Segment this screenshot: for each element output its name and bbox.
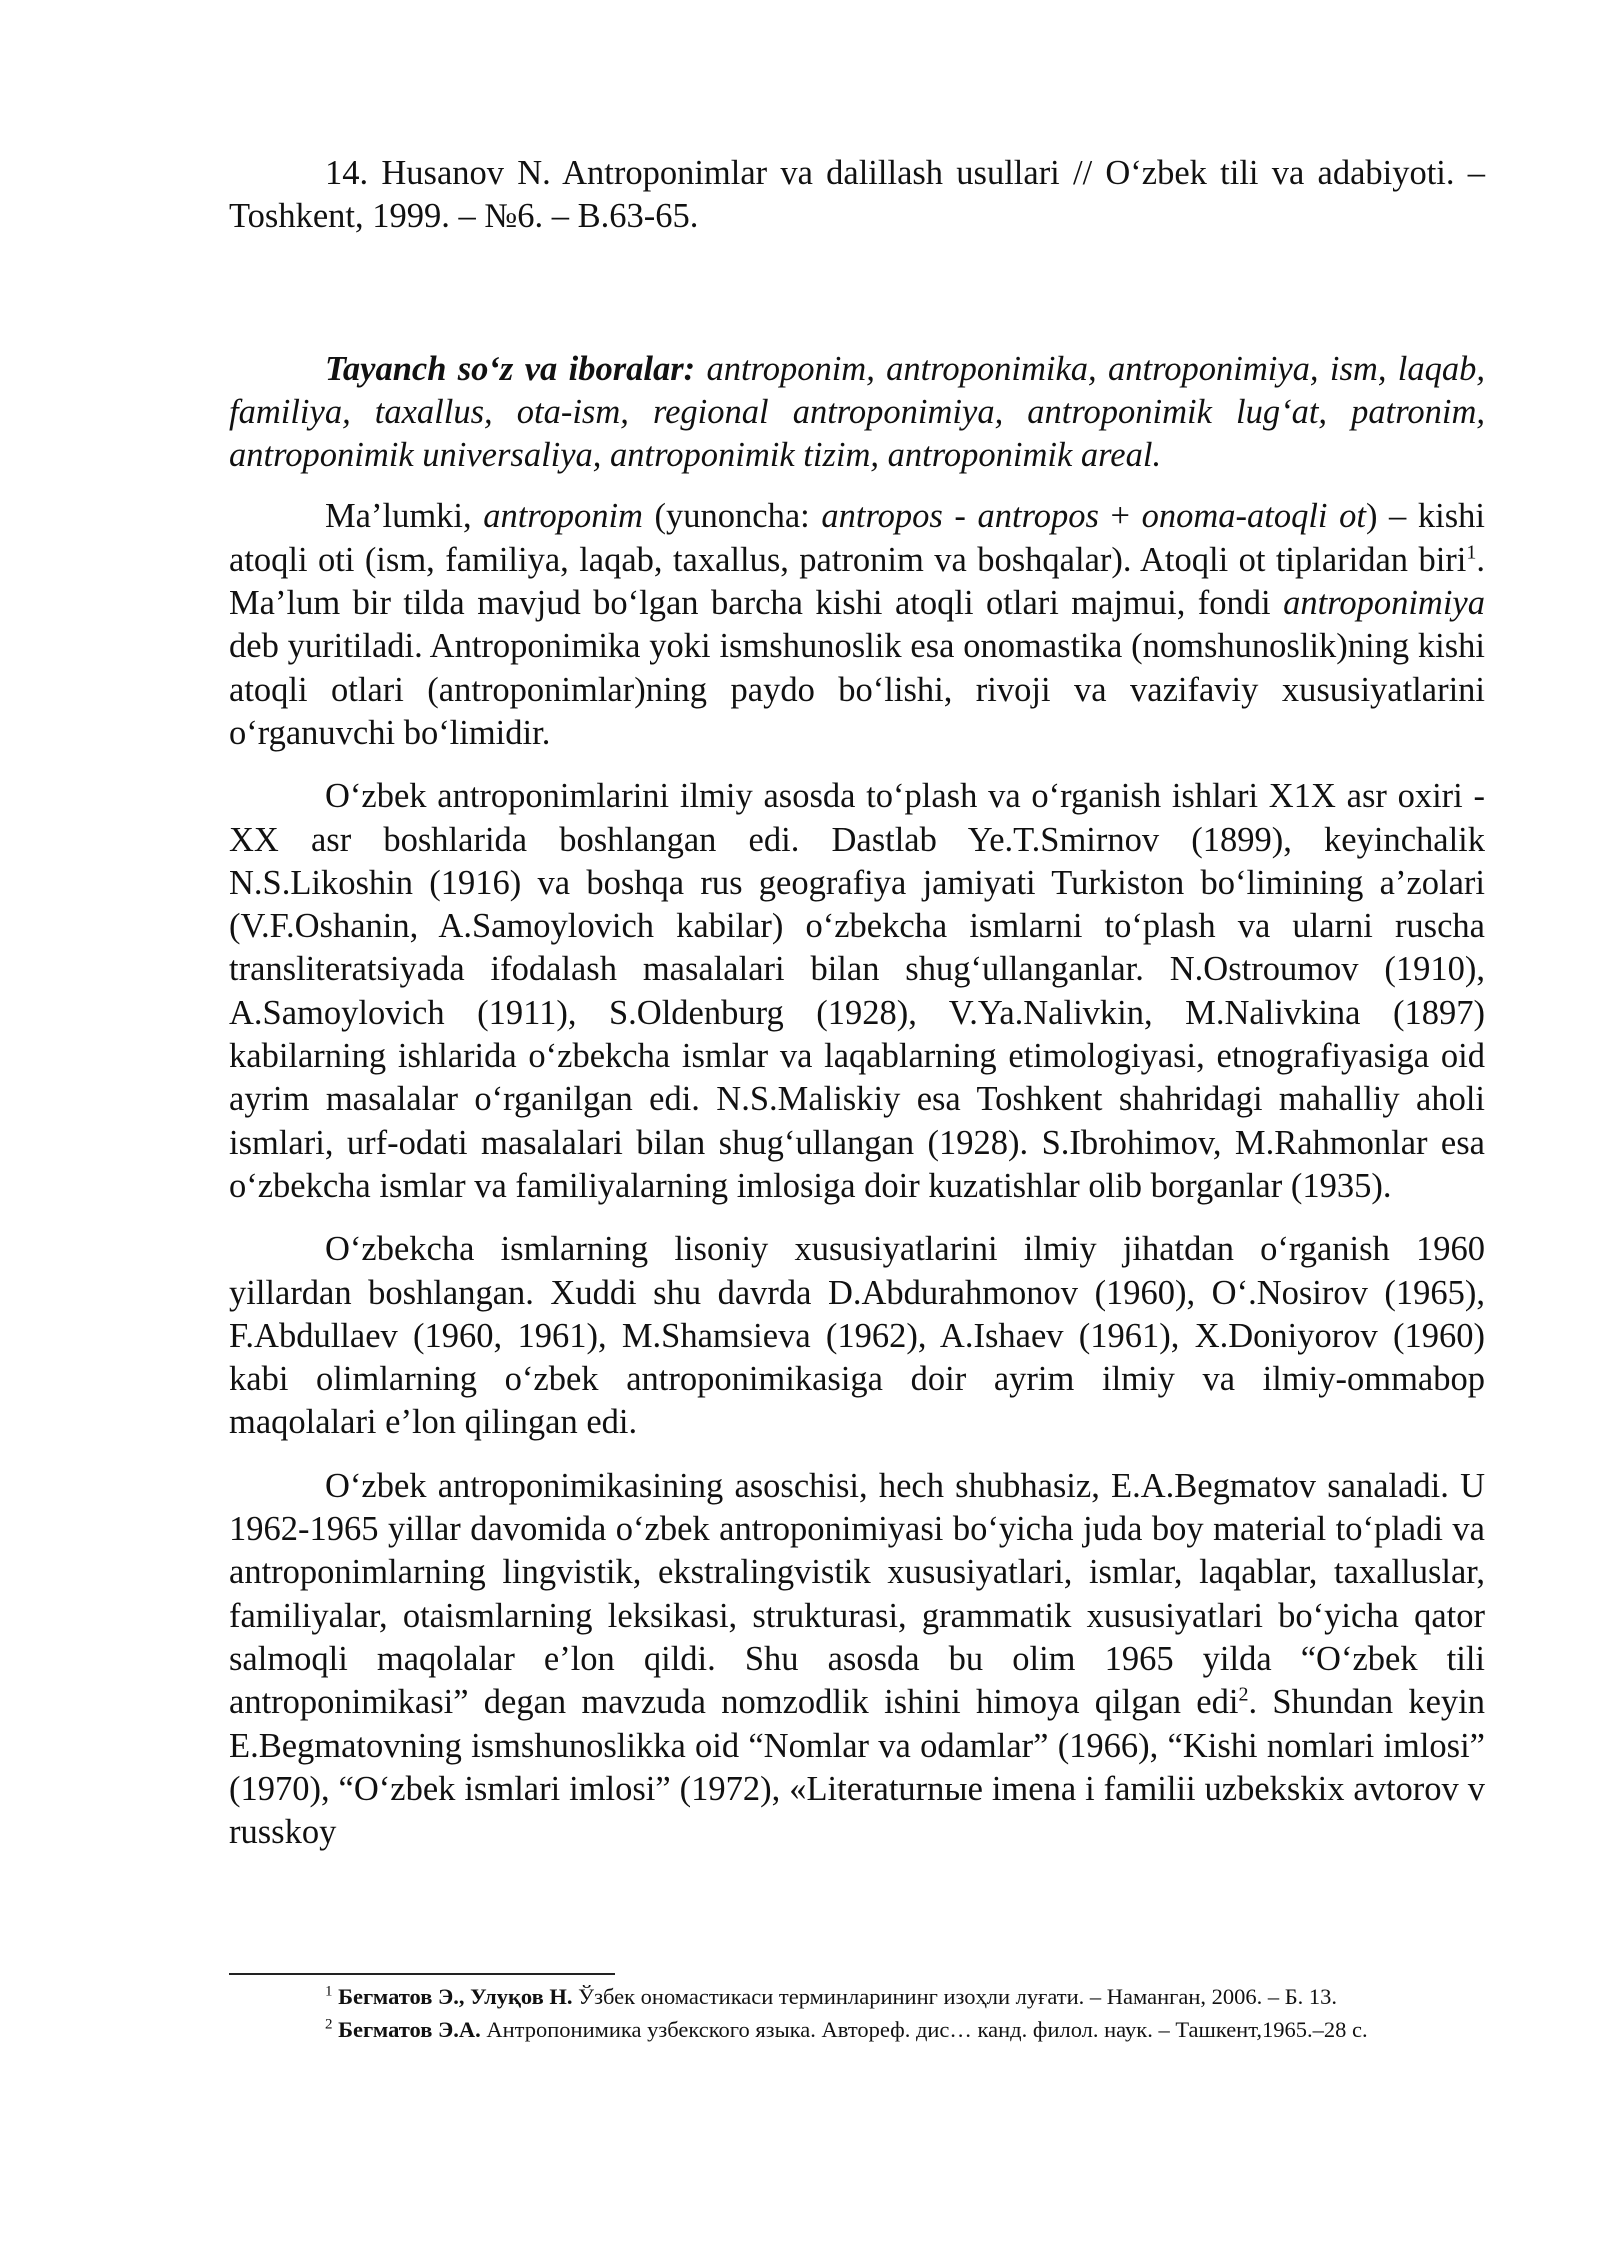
footnote-text: Ўзбек ономастикаси терминларининг изоҳли луғати. – Наманган, 2006. – Б. 13. [572, 1984, 1338, 2009]
text-run: (yunoncha: [642, 497, 822, 536]
text-run: O‘zbekcha ismlarning lisoniy xususiyatlarini ilmiy jihatdan o‘rganish 1960 yillardan boshlangan. Xuddi shu davrda D.Abdurahmonov (1960), O‘.Nosirov (1965), F.Abdullaev (1960, 1961), M.Shamsieva (1962), A.Ishaev (1961), X.Doniyorov (1960) kabi olimlarning o‘zbek antroponimikasiga doir ayrim ilmiy va ilmiy-ommabop maqolalari e’lon qilingan edi. [229, 1230, 1485, 1442]
footnote-author: Бегматов Э.А. [338, 2017, 481, 2042]
text-run: O‘zbek antroponimikasining asoschisi, hech shubhasiz, E.A.Begmatov sanaladi. U 1962-1965 yillar davomida o‘zbek antroponimiyasi bo‘yicha juda boy material to‘pladi va antroponimlarning lingvistik, ekstralingvistik xususiyatlari, ismlar, laqablar, taxalluslar, familiyalar, otaismlarning leksikasi, strukturasi, grammatik xususiyatlari bo‘yicha qator salmoqli maqolalar e’lon qildi. Shu asosda bu olim 1965 yilda “O‘zbek tili antroponimikasi” degan mavzuda nomzodlik ishini himoya qilgan edi [229, 1466, 1485, 1722]
footnote-marker-2[interactable]: 2 [1238, 1683, 1249, 1706]
text-run: ) – kishi atoqli oti (ism, familiya, laqab, taxallus, patronim va boshqalar). Atoqli ot tiplaridan biri [229, 497, 1486, 579]
text-run: deb yuritiladi. Antroponimika yoki ismshunoslik esa onomastika (nomshunoslik)ning kishi atoqli otlari (antroponimlar)ning paydo bo‘lishi, rivoji va vazifaviy xususiyatlarini o‘rganuvchi bo‘limidir. [229, 627, 1485, 752]
footnote-mark: 1 [325, 1983, 333, 2000]
text-run: . Ma’lum bir tilda mavjud bo‘lgan barcha kishi atoqli otlari majmui, fondi [229, 540, 1485, 623]
text-run: Ma’lumki, [325, 497, 484, 536]
text-run: O‘zbek antroponimlarini ilmiy asosda to‘plash va o‘rganish ishlari X1X asr oxiri -XX asr boshlarida boshlangan edi. Dastlab Ye.T.Smirnov (1899), keyinchalik N.S.Likoshin (1916) va boshqa rus geografiya jamiyati Turkiston bo‘limining a’zolari (V.F.Oshanin, A.Samoylovich kabilar) o‘zbekcha ismlarni to‘plash va ularni ruscha transliteratsiyada ifodalash masalalari bilan shug‘ullanganlar. N.Ostroumov (1910), A.Samoylovich (1911), S.Oldenburg (1928), V.Ya.Nalivkin, M.Nalivkina (1897) kabilarning ishlarida o‘zbekcha ismlar va laqablarning etimologiyasi, etnografiyasiga oid ayrim masalalar o‘rganilgan edi. N.S.Maliskiy esa Toshkent shahridagi mahalliy aholi ismlari, urf-odati masalalari bilan shug‘ullangan (1928). S.Ibrohimov, M.Rahmonlar esa o‘zbekcha ismlar va familiyalarning imlosiga doir kuzatishlar olib borganlar (1935). [229, 777, 1485, 1205]
paragraph-3 [229, 1228, 1485, 1444]
term-italic: antroponim [483, 497, 643, 536]
text-run: + [1098, 497, 1142, 536]
term-italic: onoma-atoqli ot [1141, 497, 1366, 536]
keywords-label: Tayanch so‘z va iboralar: [325, 349, 696, 388]
term-italic: antropos - antropos [821, 497, 1099, 536]
keywords-paragraph [229, 348, 1485, 478]
term-italic: antroponimiya [1283, 584, 1485, 623]
footnote-author: Бегматов Э., Улуқов Н. [338, 1984, 573, 2009]
footnote-mark: 2 [325, 2016, 333, 2033]
footnote-1 [229, 1982, 1485, 2011]
reference-entry [229, 152, 1485, 239]
main-text [229, 152, 1485, 1854]
paragraph-4 [229, 1465, 1485, 1855]
paragraph-1 [229, 495, 1485, 755]
reference-text: 14. Husanov N. Antroponimlar va dalillash usullari // O‘zbek tili va adabiyoti. – Toshkent, 1999. – №6. – B.63-65. [229, 154, 1485, 236]
footnotes [229, 1982, 1485, 2044]
footnote-text: Антропонимика узбекского языка. Автореф. дис… канд. филол. наук. – Ташкент,1965.–28 с. [480, 2017, 1368, 2042]
footnote-marker-1[interactable]: 1 [1466, 541, 1477, 564]
keywords-list: antroponim, antroponimika, antroponimiya, ism, laqab, familiya, taxallus, ota-ism, regional antroponimiya, antroponimik lug‘at, patronim, antroponimik universaliya, antroponimik tizim, antroponimik areal. [229, 349, 1485, 475]
footnote-2 [229, 2015, 1485, 2044]
text-run: . Shundan keyin E.Begmatovning ismshunoslikka oid “Nomlar va odamlar” (1966), “Kishi nomlari imlosi” (1970), “O‘zbek ismlari imlosi” (1972), «Literaturnыe imena i familii uzbekskix avtorov v russkoy [229, 1683, 1485, 1852]
footnote-separator [229, 1973, 615, 1975]
paragraph-2 [229, 775, 1485, 1208]
